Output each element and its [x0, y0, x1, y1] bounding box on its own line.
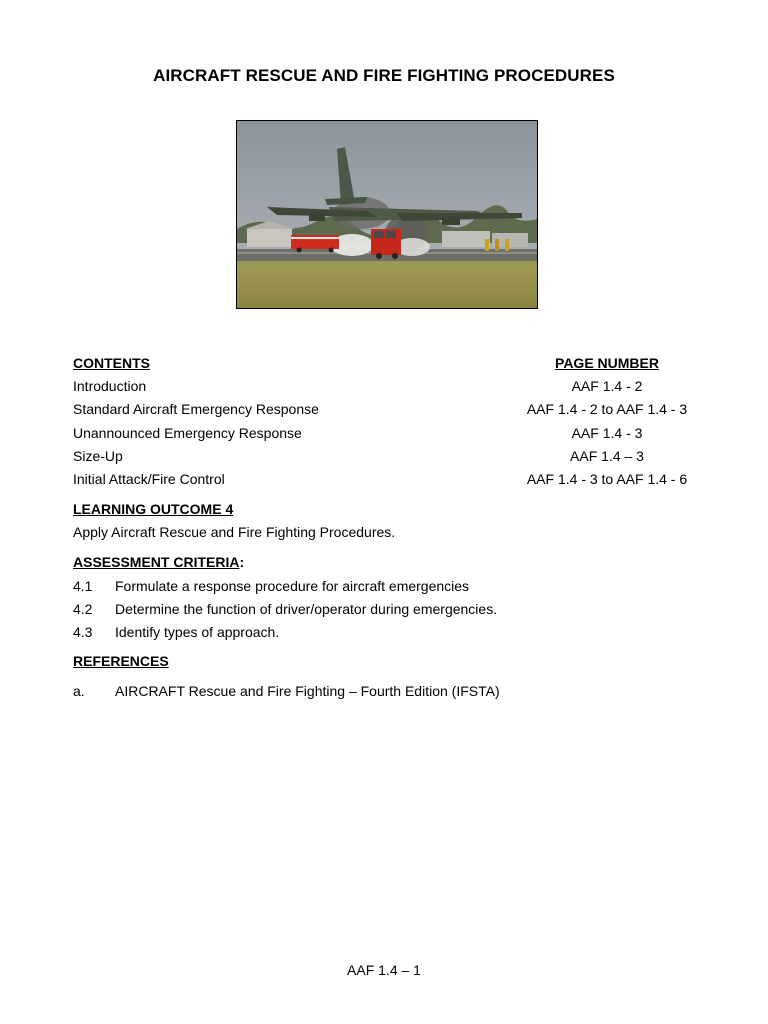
learning-outcome-text: Apply Aircraft Rescue and Fire Fighting Procedures.: [73, 524, 396, 540]
aircraft-fire-drill-photo: [236, 120, 538, 309]
contents-row-page: AAF 1.4 - 2 to AAF 1.4 - 3: [526, 401, 688, 418]
contents-table: [73, 354, 713, 493]
assessment-item-text: Determine the function of driver/operator during emergencies.: [115, 601, 498, 617]
assessment-heading-colon: :: [239, 554, 245, 570]
assessment-item-text: Formulate a response procedure for aircraft emergencies: [115, 578, 470, 594]
reference-item-text: AIRCRAFT Rescue and Fire Fighting – Fourth Edition (IFSTA): [115, 683, 500, 699]
contents-row: [73, 424, 713, 447]
contents-row-title: Size-Up: [73, 447, 123, 464]
contents-header-row: [73, 354, 713, 377]
contents-row: [73, 377, 713, 400]
assessment-item-number: 4.1: [73, 578, 93, 594]
page-footer-number: AAF 1.4 – 1: [347, 962, 421, 978]
contents-row-title: Initial Attack/Fire Control: [73, 470, 225, 487]
contents-row-page: AAF 1.4 – 3: [570, 447, 644, 464]
contents-heading: CONTENTS: [73, 355, 150, 371]
page-title: AIRCRAFT RESCUE AND FIRE FIGHTING PROCEDURES: [153, 66, 615, 85]
contents-row: [73, 400, 713, 423]
reference-item-label: a.: [73, 683, 85, 699]
contents-row-title: Introduction: [73, 378, 147, 395]
contents-row: [73, 470, 713, 493]
page-number-heading: PAGE NUMBER: [555, 355, 659, 371]
assessment-heading-wrap: [73, 553, 244, 571]
assessment-item-number: 4.2: [73, 601, 93, 617]
contents-row: [73, 447, 713, 470]
contents-row-page: AAF 1.4 - 3 to AAF 1.4 - 6: [526, 470, 688, 487]
contents-row-page: AAF 1.4 - 3: [571, 424, 643, 441]
assessment-heading: ASSESSMENT CRITERIA: [73, 554, 240, 570]
contents-row-page: AAF 1.4 - 2: [571, 378, 643, 395]
contents-row-title: Standard Aircraft Emergency Response: [73, 401, 319, 418]
contents-row-title: Unannounced Emergency Response: [73, 424, 302, 441]
references-heading: REFERENCES: [73, 653, 169, 669]
assessment-item-text: Identify types of approach.: [115, 624, 280, 640]
learning-outcome-heading: LEARNING OUTCOME 4: [73, 501, 234, 517]
assessment-item-number: 4.3: [73, 624, 93, 640]
